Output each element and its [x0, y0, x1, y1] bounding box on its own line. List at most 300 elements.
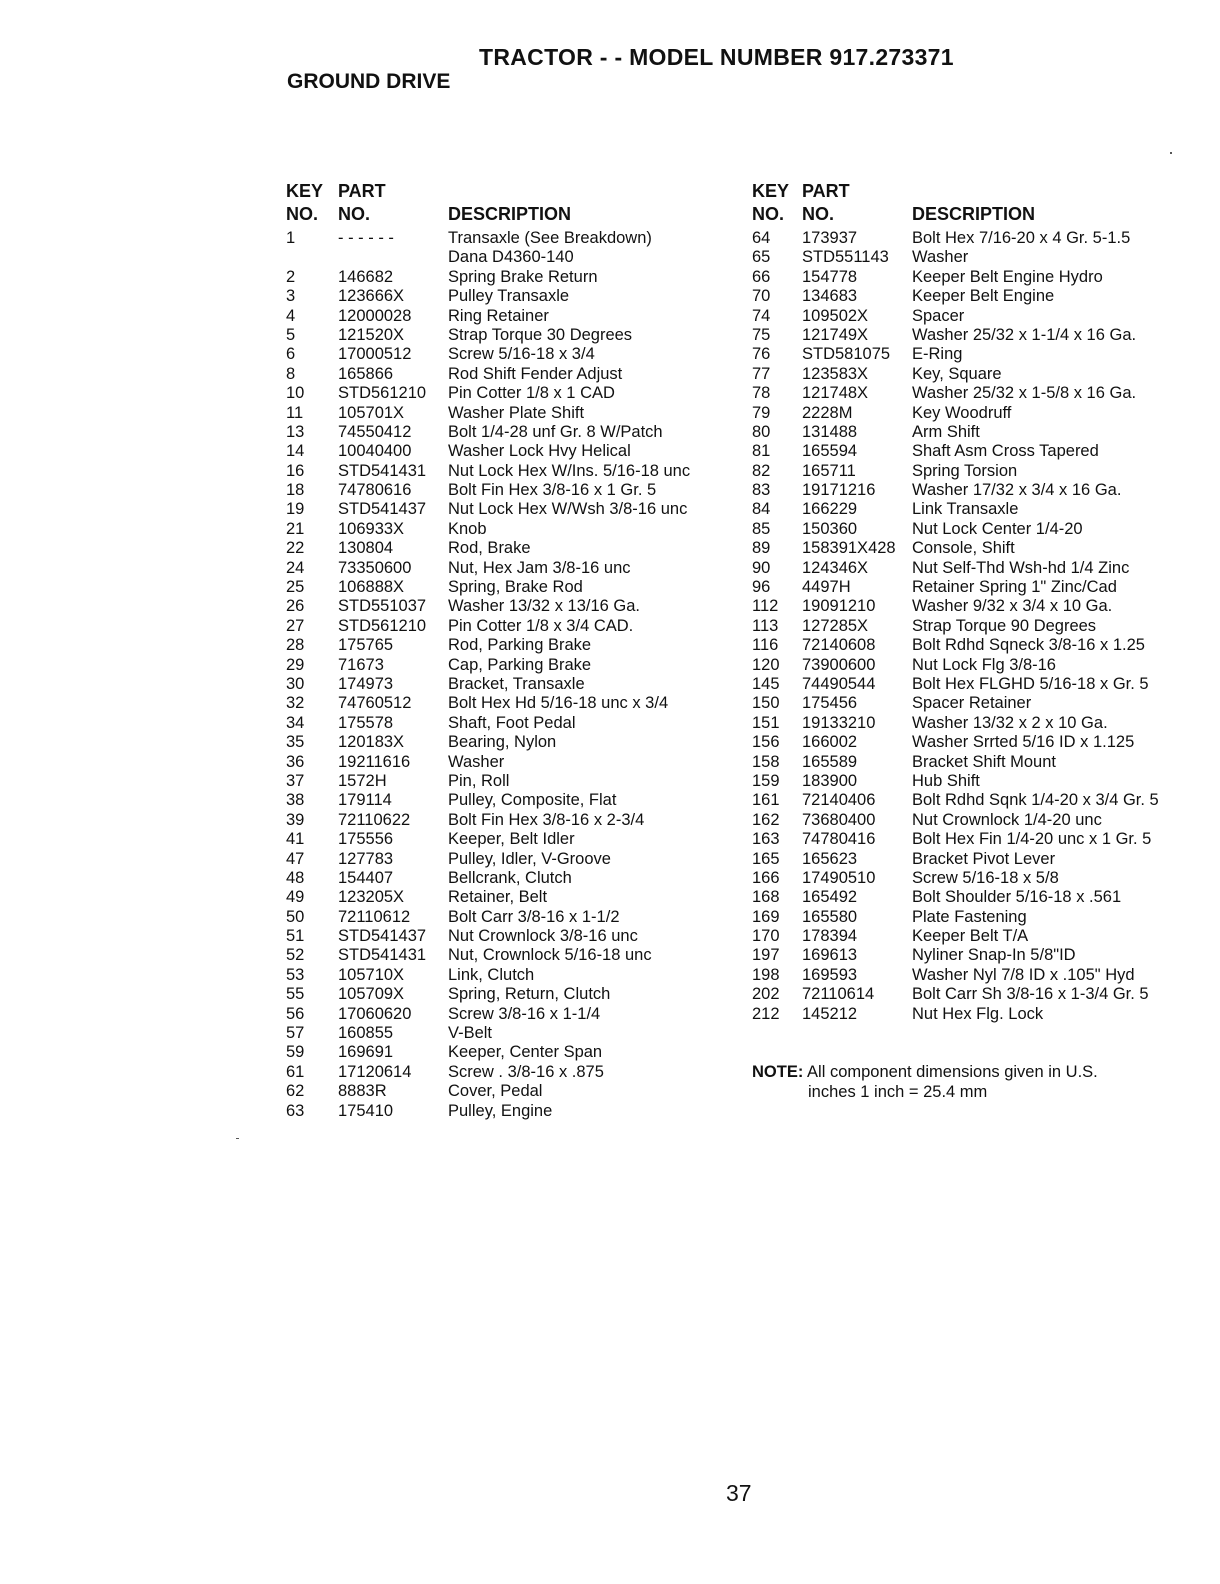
parts-row: [752, 384, 1192, 403]
part-number: 17060620: [338, 1004, 412, 1023]
part-description: Pin, Roll: [448, 771, 510, 790]
part-description: Cap, Parking Brake: [448, 655, 592, 674]
key-number: 165: [752, 849, 780, 868]
part-number: 175410: [338, 1101, 394, 1120]
parts-row: [286, 597, 726, 616]
key-number: 49: [286, 888, 305, 907]
part-description: Bolt Hex 7/16-20 x 4 Gr. 5-1.5: [912, 229, 1131, 247]
part-number: 19091210: [802, 597, 876, 616]
parts-row: [286, 1102, 726, 1121]
key-number: 50: [286, 907, 305, 926]
part-description: Washer 13/32 x 2 x 10 Ga.: [912, 713, 1108, 732]
part-number: 175456: [802, 694, 858, 713]
parts-row: [752, 772, 1192, 791]
description-header: DESCRIPTION: [912, 204, 1036, 224]
parts-row: [752, 326, 1192, 345]
key-number: 198: [752, 965, 780, 984]
key-number: 36: [286, 752, 305, 771]
parts-row: [286, 985, 726, 1004]
part-number: 124346X: [802, 558, 869, 577]
part-number: 120183X: [338, 733, 405, 752]
key-no-header: KEY: [286, 181, 324, 201]
parts-row: [286, 927, 726, 946]
parts-row: [752, 811, 1192, 830]
part-description: Bearing, Nylon: [448, 733, 557, 752]
part-description: Bolt Rdhd Sqneck 3/8-16 x 1.25: [912, 636, 1145, 655]
part-description: Spacer Retainer: [912, 694, 1032, 713]
note-label: NOTE:: [752, 1063, 804, 1081]
part-number: 130804: [338, 539, 394, 558]
part-number: 73350600: [338, 558, 412, 577]
part-number: 123666X: [338, 287, 405, 306]
part-number: STD581075: [802, 345, 891, 364]
part-number: 2228M: [802, 403, 853, 422]
key-number: 66: [752, 267, 771, 286]
part-number: 121748X: [802, 384, 869, 403]
parts-row: [286, 946, 726, 965]
part-number: 8883R: [338, 1082, 387, 1101]
part-description: Nut Crownlock 1/4-20 unc: [912, 810, 1102, 829]
key-number: 39: [286, 810, 305, 829]
key-number: 18: [286, 481, 305, 500]
part-description: Bracket Pivot Lever: [912, 849, 1056, 868]
part-number: 74550412: [338, 422, 412, 441]
scan-speck: [1170, 152, 1172, 154]
parts-row: [286, 772, 726, 791]
part-number: 127783: [338, 849, 394, 868]
parts-row: [286, 520, 726, 539]
key-number: 76: [752, 345, 771, 364]
parts-row: [286, 966, 726, 985]
key-number: 96: [752, 578, 771, 597]
note-line-1: All component dimensions given in U.S.: [807, 1063, 1098, 1081]
parts-row: [286, 617, 726, 636]
part-number: 154778: [802, 267, 858, 286]
part-number: 72140608: [802, 636, 876, 655]
part-number: STD551037: [338, 597, 427, 616]
part-description: Keeper Belt Engine: [912, 287, 1055, 306]
parts-row: [286, 345, 726, 364]
parts-row: [752, 442, 1192, 461]
part-description: Bolt Fin Hex 3/8-16 x 1 Gr. 5: [448, 481, 657, 500]
part-description: Bracket, Transaxle: [448, 674, 585, 693]
key-number: 81: [752, 442, 771, 461]
part-description: Nut Crownlock 3/8-16 unc: [448, 927, 638, 946]
key-number: 34: [286, 713, 305, 732]
page-title: TRACTOR - - MODEL NUMBER 917.273371: [479, 44, 954, 70]
parts-row: [286, 578, 726, 597]
key-number: 51: [286, 927, 305, 946]
key-number: 151: [752, 713, 780, 732]
part-number: 105710X: [338, 965, 405, 984]
part-description: Keeper Belt T/A: [912, 927, 1029, 946]
part-number: 178394: [802, 927, 858, 946]
part-number: 165492: [802, 888, 858, 907]
part-description: Keeper, Belt Idler: [448, 830, 575, 849]
part-description: Washer 25/32 x 1-1/4 x 16 Ga.: [912, 325, 1137, 344]
key-number: 24: [286, 558, 305, 577]
part-number: 183900: [802, 771, 858, 790]
key-number: 41: [286, 830, 305, 849]
part-number: 106933X: [338, 519, 405, 538]
key-number: 57: [286, 1024, 305, 1043]
part-description: Washer 17/32 x 3/4 x 16 Ga.: [912, 481, 1122, 500]
key-number: 35: [286, 733, 305, 752]
parts-row: [752, 733, 1192, 752]
part-description: Ring Retainer: [448, 306, 549, 325]
key-number: 212: [752, 1004, 780, 1023]
dimension-note: [752, 1062, 1098, 1102]
key-number: 16: [286, 461, 305, 480]
parts-row: [752, 539, 1192, 558]
key-number: 85: [752, 519, 771, 538]
key-number: 202: [752, 985, 780, 1004]
part-number: 121520X: [338, 325, 405, 344]
part-number: 175556: [338, 830, 394, 849]
part-description: E-Ring: [912, 345, 963, 364]
part-number: STD541437: [338, 927, 427, 946]
parts-row: [752, 287, 1192, 306]
part-description: Washer 25/32 x 1-5/8 x 16 Ga.: [912, 384, 1137, 403]
parts-row: [752, 404, 1192, 423]
key-number: 13: [286, 422, 305, 441]
parts-row: [752, 307, 1192, 326]
key-number: 64: [752, 229, 771, 247]
key-number: 145: [752, 674, 780, 693]
part-description: Bolt Carr Sh 3/8-16 x 1-3/4 Gr. 5: [912, 985, 1149, 1004]
part-number: 134683: [802, 287, 858, 306]
part-description: Pin Cotter 1/8 x 1 CAD: [448, 384, 615, 403]
parts-rows-left: [286, 229, 726, 1121]
parts-row: [286, 307, 726, 326]
part-no-header-line2: NO.: [802, 204, 835, 224]
part-description: Keeper, Center Span: [448, 1043, 603, 1062]
part-number: 150360: [802, 519, 858, 538]
key-number: 168: [752, 888, 780, 907]
part-number: 158391X428: [802, 539, 896, 558]
key-number: 169: [752, 907, 780, 926]
key-number: 83: [752, 481, 771, 500]
part-description: Rod Shift Fender Adjust: [448, 364, 623, 383]
part-number: 72110612: [338, 907, 411, 926]
part-description: Key, Square: [912, 364, 1002, 383]
key-number: 113: [752, 616, 779, 635]
part-description: Pulley Transaxle: [448, 287, 570, 306]
part-number: 19133210: [802, 713, 876, 732]
key-number: 8: [286, 364, 296, 383]
parts-row: [752, 481, 1192, 500]
parts-row: [752, 636, 1192, 655]
part-number: 1572H: [338, 771, 387, 790]
part-number: 71673: [338, 655, 384, 674]
part-description: Bolt Fin Hex 3/8-16 x 2-3/4: [448, 810, 645, 829]
part-number: 145212: [802, 1004, 858, 1023]
part-number: 12000028: [338, 306, 412, 325]
key-number: 170: [752, 927, 780, 946]
part-number: 10040400: [338, 442, 412, 461]
parts-rows-right: [752, 229, 1192, 1024]
part-number: 72110622: [338, 810, 411, 829]
parts-row: [286, 830, 726, 849]
parts-row: [286, 442, 726, 461]
parts-row: [286, 229, 726, 248]
part-description: Strap Torque 90 Degrees: [912, 616, 1097, 635]
part-description: Link Transaxle: [912, 500, 1019, 519]
parts-row: [286, 1082, 726, 1101]
parts-row: [752, 597, 1192, 616]
key-number: 48: [286, 868, 305, 887]
part-no-header: PART: [338, 181, 386, 201]
part-number: 19171216: [802, 481, 876, 500]
part-description: Knob: [448, 519, 487, 538]
part-description: Nut Lock Hex W/Wsh 3/8-16 unc: [448, 500, 688, 519]
parts-row: [752, 656, 1192, 675]
key-number: 74: [752, 306, 771, 325]
part-description: Shaft, Foot Pedal: [448, 713, 576, 732]
part-description: Nut Lock Center 1/4-20: [912, 519, 1083, 538]
parts-row: [752, 229, 1192, 248]
part-number: 169613: [802, 946, 858, 965]
part-number: 173937: [802, 229, 858, 247]
key-number: 82: [752, 461, 771, 480]
part-number: 4497H: [802, 578, 851, 597]
key-number: 116: [752, 636, 779, 655]
key-number: 28: [286, 636, 305, 655]
part-number: 169691: [338, 1043, 394, 1062]
part-description: Washer Srrted 5/16 ID x 1.125: [912, 733, 1135, 752]
parts-row: [752, 791, 1192, 810]
key-number: 84: [752, 500, 771, 519]
part-description: Bolt 1/4-28 unf Gr. 8 W/Patch: [448, 422, 663, 441]
key-number: 56: [286, 1004, 305, 1023]
part-description: Nut Lock Hex W/Ins. 5/16-18 unc: [448, 461, 691, 480]
parts-row: [286, 753, 726, 772]
parts-row: [752, 850, 1192, 869]
part-description: Bolt Hex FLGHD 5/16-18 x Gr. 5: [912, 674, 1149, 693]
key-number: 77: [752, 364, 771, 383]
parts-row: [752, 985, 1192, 1004]
part-number: STD541437: [338, 500, 427, 519]
key-number: 150: [752, 694, 780, 713]
scan-speck: [236, 1138, 239, 1139]
parts-row: [286, 365, 726, 384]
key-number: 1: [286, 229, 296, 247]
part-number: 174973: [338, 674, 394, 693]
part-description: Washer Nyl 7/8 ID x .105" Hyd: [912, 965, 1135, 984]
part-description: Pulley, Composite, Flat: [448, 791, 617, 810]
parts-row: [752, 559, 1192, 578]
key-number: 70: [752, 287, 771, 306]
part-description: Cover, Pedal: [448, 1082, 543, 1101]
part-number: STD541431: [338, 461, 427, 480]
part-number: 123583X: [802, 364, 869, 383]
parts-row: [286, 888, 726, 907]
parts-row: [752, 423, 1192, 442]
part-description: Screw . 3/8-16 x .875: [448, 1062, 604, 1081]
part-no-header: PART: [802, 181, 850, 201]
part-description: Spring Torsion: [912, 461, 1018, 480]
part-number: STD561210: [338, 616, 427, 635]
parts-row: [752, 500, 1192, 519]
parts-row: [286, 869, 726, 888]
part-number: 175765: [338, 636, 394, 655]
key-number: 65: [752, 248, 771, 267]
part-number: 17490510: [802, 868, 876, 887]
parts-row: [286, 675, 726, 694]
part-number: 74490544: [802, 674, 876, 693]
part-description: Screw 5/16-18 x 5/8: [912, 868, 1059, 887]
parts-row: [752, 966, 1192, 985]
parts-row: [286, 384, 726, 403]
parts-list-right: [752, 181, 1192, 1024]
part-no-header-line2: NO.: [338, 204, 371, 224]
part-description: Washer 9/32 x 3/4 x 10 Ga.: [912, 597, 1113, 616]
part-number: 19211616: [338, 752, 411, 771]
page-number: 37: [726, 1480, 752, 1506]
part-number: 17000512: [338, 345, 412, 364]
key-number: 19: [286, 500, 305, 519]
parts-row: [286, 404, 726, 423]
key-no-header: KEY: [752, 181, 790, 201]
part-description: Nut Hex Flg. Lock: [912, 1004, 1044, 1023]
part-description: Spring Brake Return: [448, 267, 598, 286]
part-description: Bolt Hex Fin 1/4-20 unc x 1 Gr. 5: [912, 830, 1152, 849]
part-description: Link, Clutch: [448, 965, 535, 984]
parts-row: [752, 830, 1192, 849]
parts-row: [286, 791, 726, 810]
key-number: 112: [752, 597, 779, 616]
key-number: 32: [286, 694, 305, 713]
parts-row: [286, 423, 726, 442]
key-number: 11: [286, 403, 304, 422]
part-description: Plate Fastening: [912, 907, 1027, 926]
part-number: 165866: [338, 364, 394, 383]
key-number: 38: [286, 791, 305, 810]
part-number: 146682: [338, 267, 394, 286]
parts-row: [286, 1005, 726, 1024]
parts-row: [286, 539, 726, 558]
part-description: Nyliner Snap-In 5/8"ID: [912, 946, 1076, 965]
parts-row: [752, 1005, 1192, 1024]
key-number: 47: [286, 849, 305, 868]
key-number: 14: [286, 442, 305, 461]
part-number: 73900600: [802, 655, 876, 674]
part-description: Hub Shift: [912, 771, 980, 790]
parts-row: [286, 268, 726, 287]
parts-row: [286, 636, 726, 655]
key-number: 30: [286, 674, 305, 693]
part-description: Retainer Spring 1" Zinc/Cad: [912, 578, 1117, 597]
parts-row: [286, 656, 726, 675]
parts-list-header: [286, 181, 726, 229]
parts-row: [752, 675, 1192, 694]
part-description: Bolt Rdhd Sqnk 1/4-20 x 3/4 Gr. 5: [912, 791, 1159, 810]
part-description: Strap Torque 30 Degrees: [448, 325, 633, 344]
part-description: Washer: [912, 248, 969, 267]
key-no-header-line2: NO.: [286, 204, 319, 224]
parts-row: [752, 694, 1192, 713]
parts-row: [752, 927, 1192, 946]
key-number: 10: [286, 384, 305, 403]
section-title: GROUND DRIVE: [287, 70, 451, 93]
parts-row: [286, 287, 726, 306]
part-description: Bracket Shift Mount: [912, 752, 1056, 771]
parts-row: [286, 248, 726, 267]
parts-row: [752, 946, 1192, 965]
part-description: Nut, Hex Jam 3/8-16 unc: [448, 558, 631, 577]
key-number: 75: [752, 325, 771, 344]
parts-row: [286, 714, 726, 733]
key-no-header-line2: NO.: [752, 204, 785, 224]
key-number: 55: [286, 985, 305, 1004]
part-description: Screw 5/16-18 x 3/4: [448, 345, 595, 364]
key-number: 197: [752, 946, 780, 965]
key-number: 26: [286, 597, 305, 616]
parts-row: [286, 694, 726, 713]
description-header: DESCRIPTION: [448, 204, 572, 224]
key-number: 6: [286, 345, 296, 364]
part-description: Rod, Parking Brake: [448, 636, 592, 655]
part-description: Bellcrank, Clutch: [448, 868, 572, 887]
part-description: Nut, Crownlock 5/16-18 unc: [448, 946, 652, 965]
parts-row: [752, 248, 1192, 267]
key-number: 120: [752, 655, 780, 674]
parts-row: [286, 326, 726, 345]
part-number: 179114: [338, 791, 392, 810]
part-number: - - - - - -: [338, 229, 394, 247]
part-description: Spacer: [912, 306, 965, 325]
parts-row: [286, 1043, 726, 1062]
parts-row: [286, 559, 726, 578]
part-number: 169593: [802, 965, 858, 984]
parts-row: [286, 462, 726, 481]
key-number: 163: [752, 830, 780, 849]
parts-row: [752, 908, 1192, 927]
parts-row: [752, 268, 1192, 287]
part-description: Washer Lock Hvy Helical: [448, 442, 631, 461]
key-number: 4: [286, 306, 296, 325]
part-description: Pulley, Idler, V-Groove: [448, 849, 611, 868]
key-number: 27: [286, 616, 305, 635]
parts-row: [286, 500, 726, 519]
part-number: STD561210: [338, 384, 427, 403]
parts-row: [286, 850, 726, 869]
part-description: Key Woodruff: [912, 403, 1012, 422]
part-number: 72140406: [802, 791, 876, 810]
parts-row: [286, 733, 726, 752]
parts-row: [752, 345, 1192, 364]
part-description: Nut Self-Thd Wsh-hd 1/4 Zinc: [912, 558, 1130, 577]
parts-row: [752, 714, 1192, 733]
parts-list-header: [752, 181, 1192, 229]
key-number: 59: [286, 1043, 305, 1062]
key-number: 90: [752, 558, 771, 577]
key-number: 62: [286, 1082, 305, 1101]
part-number: 74780616: [338, 481, 412, 500]
key-number: 53: [286, 965, 305, 984]
part-number: 123205X: [338, 888, 405, 907]
part-description: Bolt Shoulder 5/16-18 x .561: [912, 888, 1122, 907]
key-number: 166: [752, 868, 780, 887]
part-description: Bolt Hex Hd 5/16-18 unc x 3/4: [448, 694, 669, 713]
part-number: 160855: [338, 1024, 394, 1043]
part-description: Screw 3/8-16 x 1-1/4: [448, 1004, 601, 1023]
key-number: 78: [752, 384, 771, 403]
key-number: 22: [286, 539, 305, 558]
key-number: 80: [752, 422, 771, 441]
parts-row: [752, 365, 1192, 384]
part-description: Shaft Asm Cross Tapered: [912, 442, 1099, 461]
